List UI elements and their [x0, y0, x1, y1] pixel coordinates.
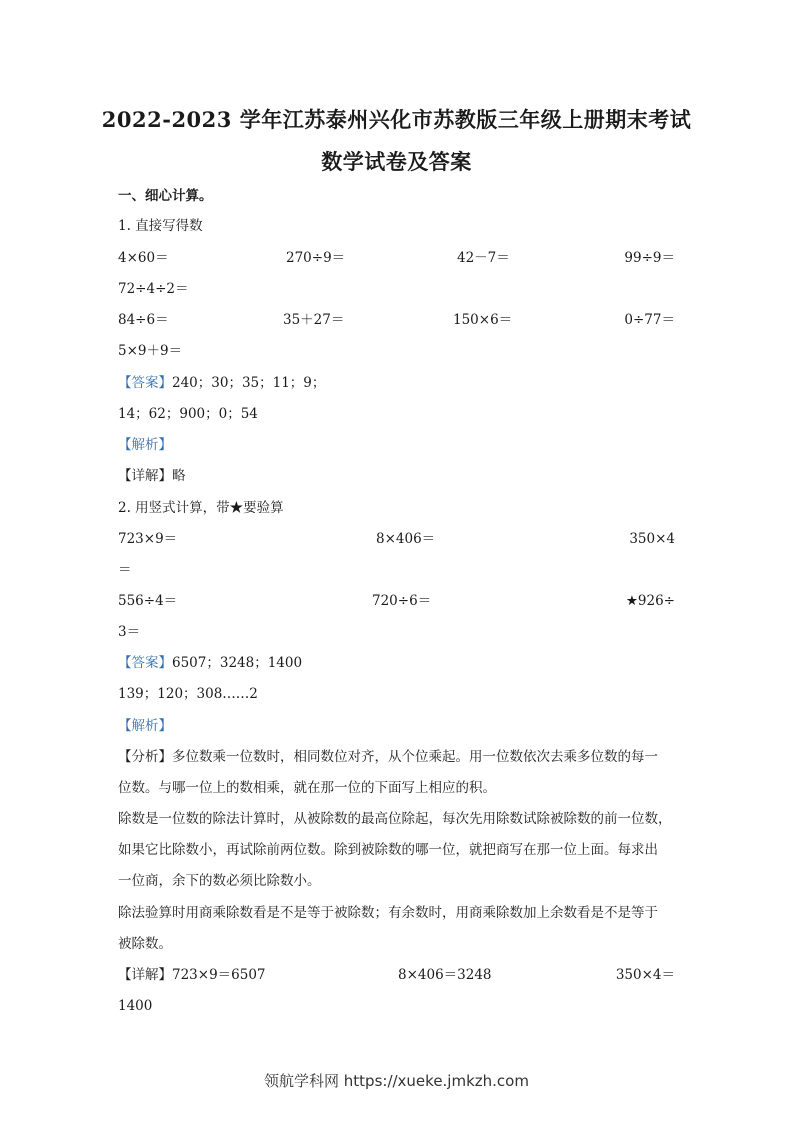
q2-answer-continued: 139；120；308……2: [118, 686, 258, 702]
page-title: 2022-2023 学年江苏泰州兴化市苏教版三年级上册期末考试: [101, 107, 692, 132]
q1-analysis-tag: 【解析】: [118, 437, 172, 453]
q2-item: 350×4: [629, 531, 675, 547]
q2-item: ★926÷: [625, 593, 675, 609]
question-2-heading: 2. 用竖式计算，带★要验算: [118, 500, 284, 516]
q2-item: 723×9＝: [118, 531, 178, 547]
analysis-paragraph-line: 位数。与哪一位上的数相乘，就在那一位的下面写上相应的积。: [118, 780, 496, 796]
q2-item: 556÷4＝: [118, 593, 178, 609]
q1-item: 5×9＋9＝: [118, 343, 183, 359]
q2-detail-item: 1400: [118, 998, 153, 1014]
q1-item: 99÷9＝: [624, 250, 675, 266]
q2-answer: [118, 653, 676, 673]
q1-answer: [118, 373, 676, 393]
footer-watermark: 领航学科网 https://xueke.jmkzh.com: [264, 1072, 529, 1090]
q2-item: 720÷6＝: [372, 593, 432, 609]
page-subtitle: 数学试卷及答案: [321, 149, 472, 174]
q1-item: 72÷4÷2＝: [118, 281, 189, 297]
answer-text: 6507；3248；1400: [172, 655, 303, 671]
q2-analysis-tag: 【解析】: [118, 718, 172, 734]
q2-detail-item: 8×406＝3248: [398, 967, 492, 983]
q2-item: ＝: [118, 562, 132, 578]
q2-detail-item: 【详解】723×9＝6507: [118, 967, 266, 983]
q1-item: 150×6＝: [453, 312, 513, 328]
analysis-paragraph-line: 【分析】多位数乘一位数时，相同数位对齐，从个位乘起。用一位数依次去乘多位数的每一: [118, 749, 658, 765]
q1-answer-continued: 14；62；900；0；54: [118, 406, 258, 422]
analysis-paragraph-line: 被除数。: [118, 936, 172, 952]
answer-text: 240；30；35；11；9；: [172, 375, 326, 391]
analysis-paragraph-line: 如果它比除数小，再试除前两位数。除到被除数的哪一位，就把商写在那一位上面。每求出: [118, 842, 658, 858]
q2-item: 3＝: [118, 624, 141, 640]
analysis-paragraph-line: 除数是一位数的除法计算时，从被除数的最高位除起，每次先用除数试除被除数的前一位数，: [118, 811, 672, 827]
q1-item: 0÷77＝: [624, 312, 675, 328]
section-heading: 一、细心计算。: [118, 188, 213, 204]
q1-item: 42－7＝: [457, 250, 510, 266]
q1-detail: 【详解】略: [118, 468, 186, 484]
q1-item: 84÷6＝: [118, 312, 169, 328]
answer-tag: 【答案】: [118, 375, 172, 391]
question-1-heading: 1. 直接写得数: [118, 218, 203, 234]
q2-detail-item: 350×4＝: [615, 967, 675, 983]
answer-tag: 【答案】: [118, 655, 172, 671]
q2-item: 8×406＝: [376, 531, 436, 547]
analysis-paragraph-line: 除法验算时用商乘除数看是不是等于被除数；有余数时，用商乘除数加上余数看是不是等于: [118, 905, 658, 921]
q1-item: 35＋27＝: [283, 312, 345, 328]
q1-item: 4×60＝: [118, 250, 169, 266]
q1-item: 270÷9＝: [286, 250, 346, 266]
analysis-paragraph-line: 一位商，余下的数必须比除数小。: [118, 873, 321, 889]
